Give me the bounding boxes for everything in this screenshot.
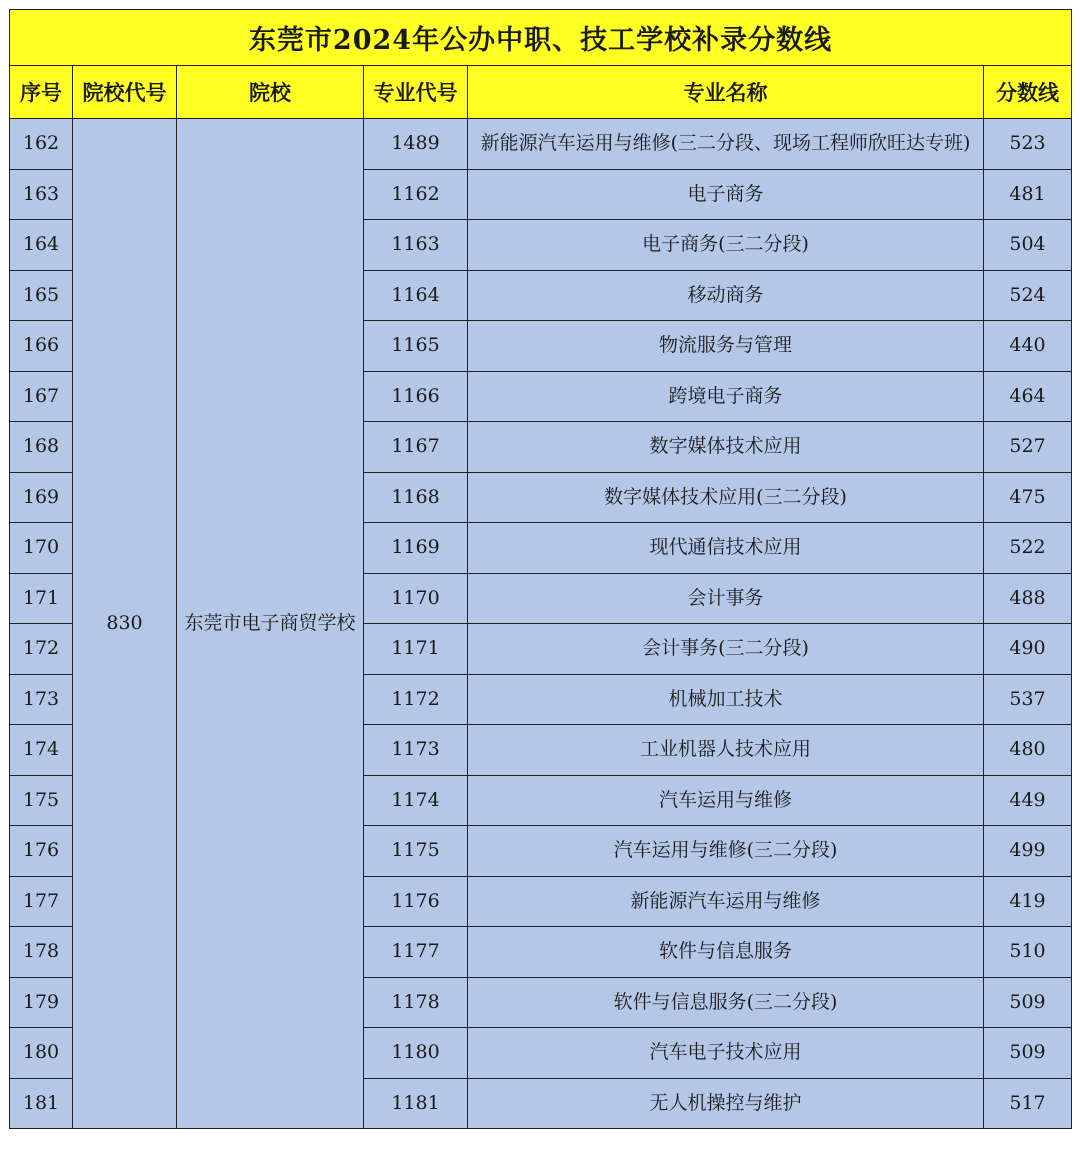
header-row <box>10 66 1072 119</box>
row-score: 481 <box>984 169 1072 220</box>
row-major-name: 会计事务 <box>468 573 984 624</box>
row-major-code: 1169 <box>364 523 468 574</box>
row-seq: 170 <box>10 523 73 574</box>
row-score: 523 <box>984 119 1072 170</box>
header-major-name: 专业名称 <box>468 66 984 119</box>
row-major-code: 1171 <box>364 624 468 675</box>
row-seq: 174 <box>10 725 73 776</box>
row-seq: 180 <box>10 1028 73 1079</box>
row-score: 464 <box>984 371 1072 422</box>
row-score: 475 <box>984 472 1072 523</box>
header-school-code: 院校代号 <box>73 66 177 119</box>
row-score: 509 <box>984 977 1072 1028</box>
row-score: 527 <box>984 422 1072 473</box>
row-major-code: 1177 <box>364 927 468 978</box>
row-major-name: 软件与信息服务 <box>468 927 984 978</box>
row-major-code: 1175 <box>364 826 468 877</box>
header-school: 院校 <box>177 66 364 119</box>
row-major-name: 移动商务 <box>468 270 984 321</box>
header-score: 分数线 <box>984 66 1072 119</box>
row-seq: 169 <box>10 472 73 523</box>
row-major-name: 汽车电子技术应用 <box>468 1028 984 1079</box>
row-score: 522 <box>984 523 1072 574</box>
row-seq: 178 <box>10 927 73 978</box>
row-seq: 163 <box>10 169 73 220</box>
row-score: 440 <box>984 321 1072 372</box>
row-score: 490 <box>984 624 1072 675</box>
row-major-name: 工业机器人技术应用 <box>468 725 984 776</box>
row-major-name: 新能源汽车运用与维修 <box>468 876 984 927</box>
table-title: 东莞市2024年公办中职、技工学校补录分数线 <box>10 10 1072 66</box>
school-code-cell: 830 <box>73 119 177 1129</box>
row-major-code: 1181 <box>364 1078 468 1129</box>
row-seq: 177 <box>10 876 73 927</box>
row-major-name: 电子商务(三二分段) <box>468 220 984 271</box>
row-major-name: 电子商务 <box>468 169 984 220</box>
school-name-cell: 东莞市电子商贸学校 <box>177 119 364 1129</box>
row-major-code: 1178 <box>364 977 468 1028</box>
row-major-name: 新能源汽车运用与维修(三二分段、现场工程师欣旺达专班) <box>468 119 984 170</box>
row-score: 419 <box>984 876 1072 927</box>
row-major-name: 数字媒体技术应用(三二分段) <box>468 472 984 523</box>
row-major-code: 1164 <box>364 270 468 321</box>
row-major-code: 1168 <box>364 472 468 523</box>
row-seq: 164 <box>10 220 73 271</box>
row-score: 488 <box>984 573 1072 624</box>
row-seq: 173 <box>10 674 73 725</box>
row-major-code: 1162 <box>364 169 468 220</box>
row-major-name: 无人机操控与维护 <box>468 1078 984 1129</box>
row-seq: 172 <box>10 624 73 675</box>
row-major-name: 汽车运用与维修(三二分段) <box>468 826 984 877</box>
row-major-name: 数字媒体技术应用 <box>468 422 984 473</box>
row-score: 517 <box>984 1078 1072 1129</box>
row-major-name: 现代通信技术应用 <box>468 523 984 574</box>
row-major-name: 机械加工技术 <box>468 674 984 725</box>
row-major-code: 1166 <box>364 371 468 422</box>
row-score: 449 <box>984 775 1072 826</box>
row-major-name: 汽车运用与维修 <box>468 775 984 826</box>
row-major-name: 软件与信息服务(三二分段) <box>468 977 984 1028</box>
row-major-code: 1489 <box>364 119 468 170</box>
row-seq: 165 <box>10 270 73 321</box>
table-row <box>10 119 1072 170</box>
row-seq: 166 <box>10 321 73 372</box>
row-score: 537 <box>984 674 1072 725</box>
row-score: 504 <box>984 220 1072 271</box>
row-seq: 176 <box>10 826 73 877</box>
row-major-name: 物流服务与管理 <box>468 321 984 372</box>
row-major-code: 1167 <box>364 422 468 473</box>
row-seq: 175 <box>10 775 73 826</box>
row-major-code: 1176 <box>364 876 468 927</box>
row-seq: 168 <box>10 422 73 473</box>
score-table-container <box>9 9 1071 1146</box>
score-table <box>9 9 1072 1129</box>
row-major-code: 1173 <box>364 725 468 776</box>
row-score: 499 <box>984 826 1072 877</box>
row-seq: 181 <box>10 1078 73 1129</box>
header-seq: 序号 <box>10 66 73 119</box>
row-major-name: 跨境电子商务 <box>468 371 984 422</box>
row-major-code: 1172 <box>364 674 468 725</box>
row-major-code: 1165 <box>364 321 468 372</box>
table-body <box>10 119 1072 1129</box>
header-major-code: 专业代号 <box>364 66 468 119</box>
row-score: 480 <box>984 725 1072 776</box>
row-seq: 171 <box>10 573 73 624</box>
row-major-name: 会计事务(三二分段) <box>468 624 984 675</box>
row-major-code: 1174 <box>364 775 468 826</box>
row-score: 510 <box>984 927 1072 978</box>
row-score: 509 <box>984 1028 1072 1079</box>
row-seq: 167 <box>10 371 73 422</box>
row-score: 524 <box>984 270 1072 321</box>
row-major-code: 1163 <box>364 220 468 271</box>
row-seq: 162 <box>10 119 73 170</box>
row-major-code: 1180 <box>364 1028 468 1079</box>
row-seq: 179 <box>10 977 73 1028</box>
row-major-code: 1170 <box>364 573 468 624</box>
